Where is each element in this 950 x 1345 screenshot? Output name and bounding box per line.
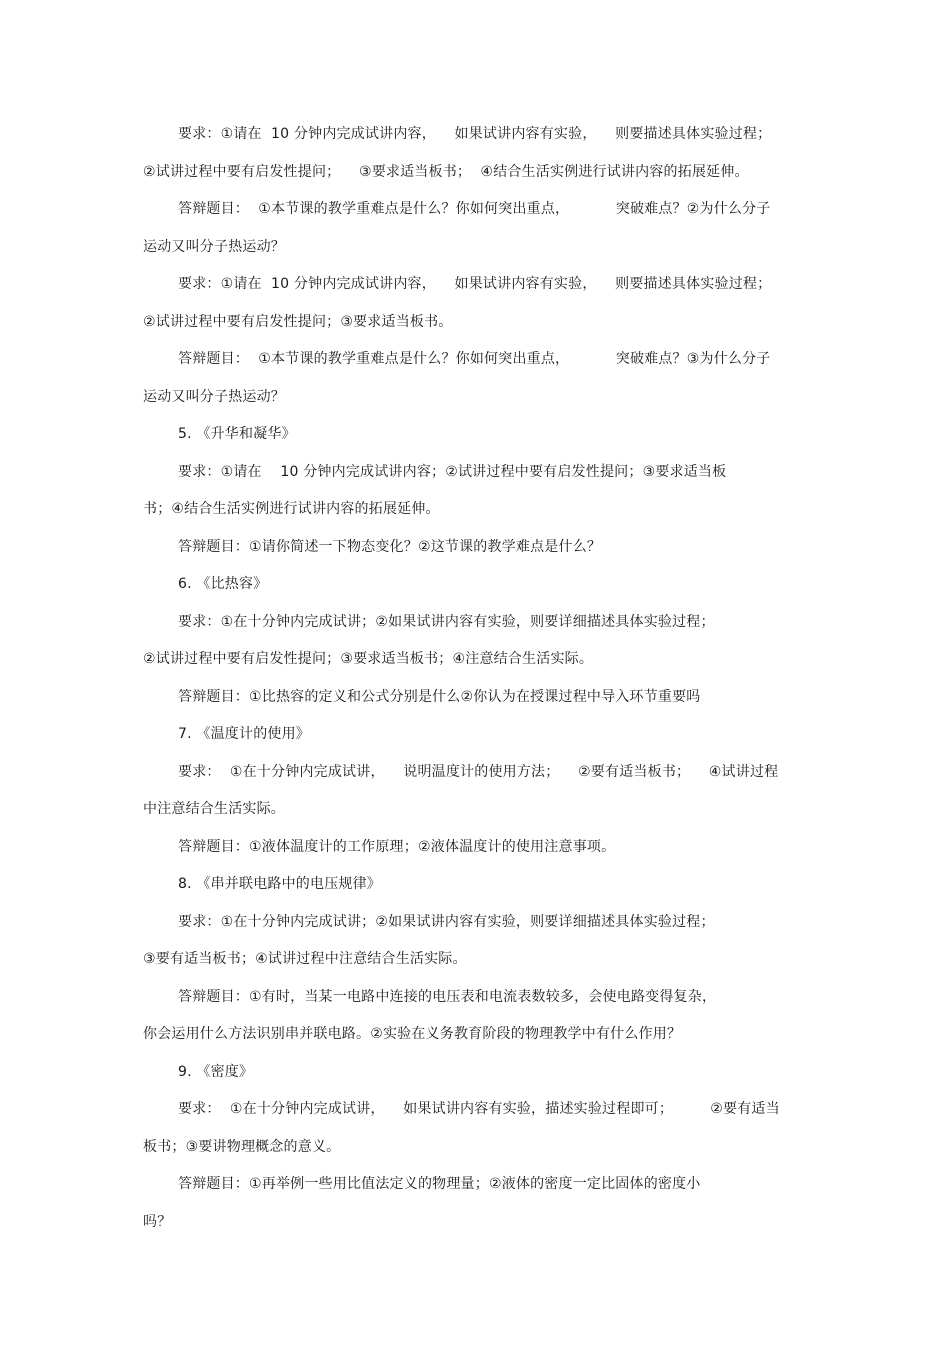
text-line: 要求：①请在 10 分钟内完成试讲内容；②试讲过程中要有启发性提问；③要求适当板 bbox=[178, 464, 727, 480]
section-heading: 5. 《升华和凝华》 bbox=[178, 426, 296, 442]
text-line: 要求： ①在十分钟内完成试讲， 说明温度计的使用方法； ②要有适当板书； ④试讲过程 bbox=[178, 764, 779, 780]
text-line: 板书；③要讲物理概念的意义。 bbox=[143, 1139, 341, 1155]
section-heading: 8. 《串并联电路中的电压规律》 bbox=[178, 876, 382, 892]
section-heading: 7. 《温度计的使用》 bbox=[178, 726, 311, 742]
text-line: ③要有适当板书；④试讲过程中注意结合生活实际。 bbox=[143, 951, 467, 967]
text-line: 要求：①请在 10 分钟内完成试讲内容， 如果试讲内容有实验， 则要描述具体实验过程； bbox=[178, 276, 772, 292]
text-line: 运动又叫分子热运动？ bbox=[143, 239, 285, 255]
text-line: 吗？ bbox=[143, 1214, 172, 1230]
section-heading: 9. 《密度》 bbox=[178, 1064, 254, 1080]
text-line: 要求： ①在十分钟内完成试讲， 如果试讲内容有实验，描述实验过程即可； ②要有适当 bbox=[178, 1101, 780, 1117]
text-line: 书；④结合生活实例进行试讲内容的拓展延伸。 bbox=[143, 501, 440, 517]
text-line: 答辩题目：①比热容的定义和公式分别是什么②你认为在授课过程中导入环节重要吗 bbox=[178, 689, 701, 705]
text-line: 要求：①请在 10 分钟内完成试讲内容， 如果试讲内容有实验， 则要描述具体实验过程； bbox=[178, 126, 772, 142]
section-heading: 6. 《比热容》 bbox=[178, 576, 268, 592]
text-line: 中注意结合生活实际。 bbox=[143, 801, 285, 817]
text-line: ②试讲过程中要有启发性提问；③要求适当板书；④注意结合生活实际。 bbox=[143, 651, 594, 667]
text-line: 答辩题目： ①本节课的教学重难点是什么？你如何突出重点， 突破难点？③为什么分子 bbox=[178, 351, 771, 367]
text-line: ②试讲过程中要有启发性提问；③要求适当板书。 bbox=[143, 314, 453, 330]
text-line: 答辩题目：①有时，当某一电路中连接的电压表和电流表数较多，会使电路变得复杂， bbox=[178, 989, 717, 1005]
text-line: 要求：①在十分钟内完成试讲；②如果试讲内容有实验，则要详细描述具体实验过程； bbox=[178, 914, 715, 930]
text-line: 你会运用什么方法识别串并联电路。②实验在义务教育阶段的物理教学中有什么作用？ bbox=[143, 1026, 682, 1042]
text-line: 要求：①在十分钟内完成试讲；②如果试讲内容有实验，则要详细描述具体实验过程； bbox=[178, 614, 715, 630]
text-line: 答辩题目：①请你简述一下物态变化？②这节课的教学难点是什么？ bbox=[178, 539, 602, 555]
text-line: 答辩题目： ①本节课的教学重难点是什么？你如何突出重点， 突破难点？②为什么分子 bbox=[178, 201, 771, 217]
text-line: 答辩题目：①液体温度计的工作原理；②液体温度计的使用注意事项。 bbox=[178, 839, 616, 855]
text-line: 运动又叫分子热运动？ bbox=[143, 389, 285, 405]
text-line: 答辩题目：①再举例一些用比值法定义的物理量；②液体的密度一定比固体的密度小 bbox=[178, 1176, 701, 1192]
text-line: ②试讲过程中要有启发性提问； ③要求适当板书； ④结合生活实例进行试讲内容的拓展延伸。 bbox=[143, 164, 749, 180]
